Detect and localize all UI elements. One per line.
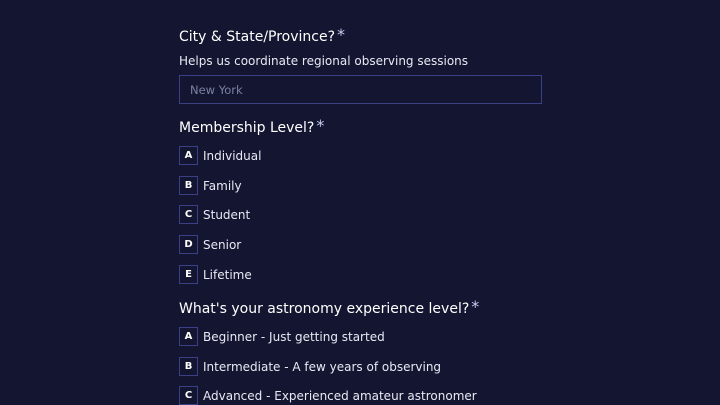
option-label: Beginner - Just getting started: [203, 329, 385, 344]
option-key: D: [179, 235, 198, 254]
experience-question-title-row: [179, 297, 480, 318]
membership-option-student[interactable]: [179, 205, 250, 224]
city-question-title-row: [179, 25, 346, 46]
city-input[interactable]: [179, 75, 542, 104]
option-key: C: [179, 386, 198, 405]
city-question-title: City & State/Province?: [179, 29, 336, 45]
option-label: Individual: [203, 148, 262, 163]
option-key: A: [179, 327, 198, 346]
option-key: B: [179, 357, 198, 376]
membership-option-lifetime[interactable]: [179, 265, 252, 284]
option-label: Family: [203, 178, 242, 193]
experience-option-intermediate[interactable]: [179, 357, 441, 376]
option-key: B: [179, 176, 198, 195]
experience-question-title: What's your astronomy experience level?: [179, 301, 470, 317]
membership-option-individual[interactable]: [179, 146, 261, 165]
option-label: Senior: [203, 237, 242, 252]
option-label: Intermediate - A few years of observing: [203, 359, 442, 374]
required-asterisk: *: [471, 297, 480, 316]
experience-question: [179, 297, 480, 318]
required-asterisk: *: [316, 116, 325, 135]
membership-option-senior[interactable]: [179, 235, 241, 254]
option-label: Lifetime: [203, 267, 252, 282]
option-key: C: [179, 205, 198, 224]
required-asterisk: *: [337, 25, 346, 44]
membership-question-title: Membership Level?: [179, 120, 315, 136]
membership-question: [179, 116, 325, 137]
option-key: E: [179, 265, 198, 284]
city-question: [179, 25, 346, 46]
membership-option-family[interactable]: [179, 176, 242, 195]
experience-option-advanced[interactable]: [179, 386, 477, 405]
option-label: Advanced - Experienced amateur astronomer: [203, 388, 477, 403]
option-key: A: [179, 146, 198, 165]
city-question-description: Helps us coordinate regional observing sessions: [179, 54, 469, 68]
option-label: Student: [203, 207, 251, 222]
experience-option-beginner[interactable]: [179, 327, 385, 346]
membership-question-title-row: [179, 116, 325, 137]
